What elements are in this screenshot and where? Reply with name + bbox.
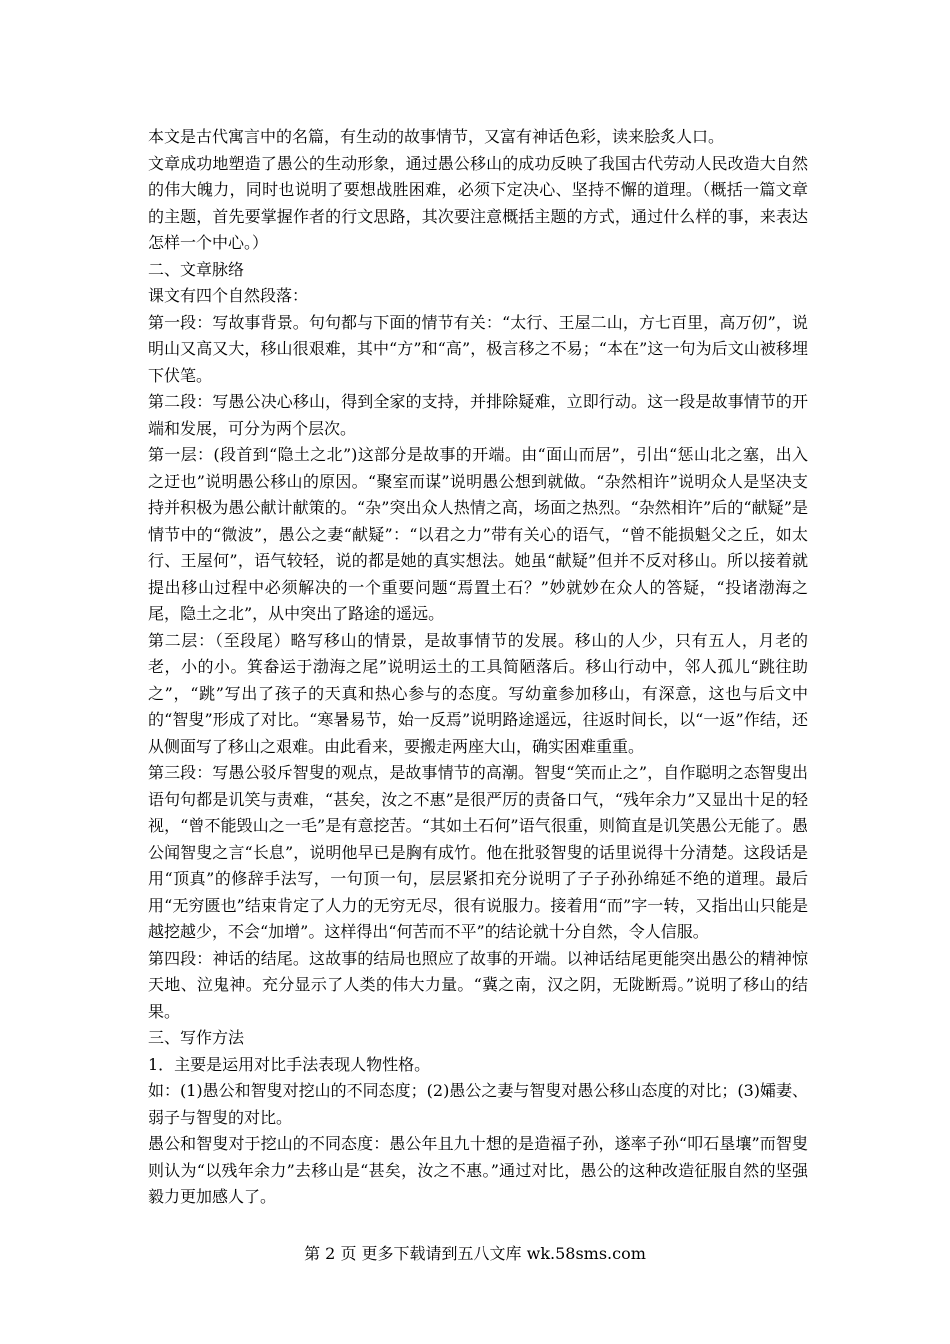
paragraph-section-three: 第三段：写愚公驳斥智叟的观点，是故事情节的高潮。智叟“笑而止之”，自作聪明之态智叟出语句句都是讥笑与责难，“甚矣，汝之不惠”是很严厉的责备口气，“残年余力”又显出十足的轻视，“曾不能毁山之一毛”是有意挖苦。“其如土石何”语气很重，则简直是讥笑愚公无能了。愚公闻智叟之言“长息”，说明他早已是胸有成竹。他在批驳智叟的话里说得十分清楚。这段话是用“顶真”的修辞手法写，一句顶一句，层层紧扣充分说明了子子孙孙绵延不绝的道理。最后用“无穷匮也”结束肯定了人力的无穷无尽，很有说服力。接着用“而”字一转，又指出山只能是越挖越少，不会“加增”。这样得出“何苦而不平”的结论就十分自然，令人信服。 bbox=[148, 763, 808, 941]
paragraph-method-one: 1．主要是运用对比手法表现人物性格。 bbox=[148, 1054, 431, 1074]
paragraph-section-two: 第二段：写愚公决心移山，得到全家的支持，并排除疑难，立即行动。这一段是故事情节的开端和发展，可分为两个层次。 bbox=[148, 392, 808, 438]
page-footer: 第 2 页 更多下载请到五八文库 wk.58sms.com bbox=[304, 1244, 646, 1263]
paragraph-layer-two: 第二层：（至段尾）略写移山的情景，是故事情节的发展。移山的人少，只有五人，月老的老，小的小。箕畚运于渤海之尾”说明运土的工具简陋落后。移山行动中，邻人孤儿“跳往助之”，“跳”写出了孩子的天真和热心参与的态度。写幼童参加移山，有深意，这也与后文中的“智叟”形成了对比。“寒暑易节，始一反焉”说明路途遥远，往返时间长，以“一返”作结，还从侧面写了移山之艰难。由此看来，要搬走两座大山，确实困难重重。 bbox=[148, 630, 808, 756]
paragraph-intro: 本文是古代寓言中的名篇，有生动的故事情节，又富有神话色彩，读来脍炙人口。 bbox=[148, 127, 725, 146]
paragraph-section-four: 第四段：神话的结尾。这故事的结局也照应了故事的开端。以神话结尾更能突出愚公的精神惊天地、泣鬼神。充分显示了人类的伟大力量。“冀之南，汉之阴，无陇断焉。”说明了移山的结果。 bbox=[148, 948, 808, 1021]
paragraph-contrast-examples: 如：(1)愚公和智叟对挖山的不同态度；(2)愚公之妻与智叟对愚公移山态度的对比；(3)孀妻、弱子与智叟的对比。 bbox=[148, 1081, 808, 1127]
paragraph-four-sections: 课文有四个自然段落： bbox=[148, 286, 309, 305]
paragraph-section-one: 第一段：写故事背景。句句都与下面的情节有关：“太行、王屋二山，方七百里，高万仞”，说明山又高又大，移山很艰难，其中“方”和“高”，极言移之不易；“本在”这一句为后文山被移埋下伏笔。 bbox=[148, 312, 808, 385]
paragraph-theme: 文章成功地塑造了愚公的生动形象，通过愚公移山的成功反映了我国古代劳动人民改造大自然的伟大魄力，同时也说明了要想战胜困难，必须下定决心、坚持不懈的道理。（概括一篇文章的主题，首先要掌握作者的行文思路，其次要注意概括主题的方式，通过什么样的事，来表达怎样一个中心。） bbox=[148, 153, 808, 252]
section-heading-writing-method: 三、写作方法 bbox=[148, 1028, 245, 1047]
document-body bbox=[148, 124, 808, 1211]
section-heading-structure: 二、文章脉络 bbox=[148, 259, 245, 279]
paragraph-contrast-detail: 愚公和智叟对于挖山的不同态度：愚公年且九十想的是造福子孙，遂率子孙“叩石垦壤”而智叟则认为“以残年余力”去移山是“甚矣，汝之不惠。”通过对比，愚公的这种改造征服自然的坚强毅力更加感人了。 bbox=[148, 1134, 808, 1206]
paragraph-layer-one: 第一层：(段首到“隐土之北”)这部分是故事的开端。由“面山而居”，引出“惩山北之塞，出入之迂也”说明愚公移山的原因。“聚室而谋”说明愚公想到就做。“杂然相许”说明众人是坚决支持并积极为愚公献计献策的。“杂”突出众人热情之高，场面之热烈。“杂然相许”后的“献疑”是情节中的“微波”，愚公之妻“献疑”：“以君之力”带有关心的语气，“曾不能损魁父之丘，如太行、王屋何”，语气较轻，说的都是她的真实想法。她虽“献疑”但并不反对移山。所以接着就提出移山过程中必须解决的一个重要问题“焉置土石？”妙就妙在众人的答疑，“投诸渤海之尾，隐土之北”，从中突出了路途的遥远。 bbox=[148, 445, 808, 623]
